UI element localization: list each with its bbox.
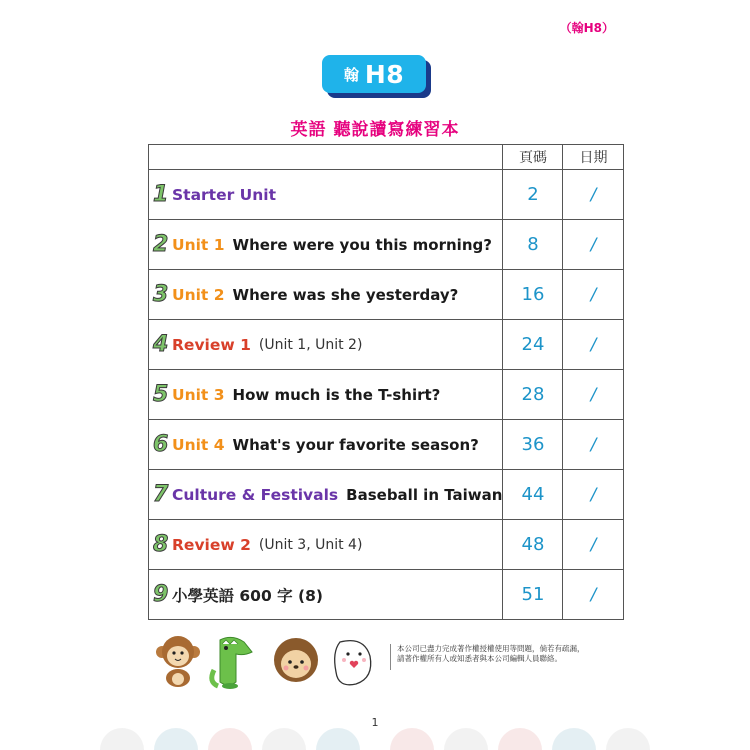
row-title-cell	[149, 470, 503, 520]
row-number: 4	[153, 332, 169, 357]
table-row	[149, 470, 624, 520]
row-number: 1	[153, 182, 169, 207]
row-note: (Unit 3, Unit 4)	[258, 536, 363, 553]
table-header-row	[149, 145, 624, 170]
row-title	[149, 482, 502, 507]
row-title	[149, 182, 502, 207]
row-date: /	[563, 320, 624, 370]
row-subtitle: How much is the T-shirt?	[232, 385, 441, 404]
row-subtitle: Where was she yesterday?	[232, 285, 459, 304]
badge-publisher: 翰	[343, 65, 359, 84]
header-title	[149, 145, 503, 170]
notice-line-1: 本公司已盡力完成著作權授權使用等問題，倘若有疏漏，	[397, 644, 585, 653]
hedgehog-icon	[274, 638, 318, 682]
row-date: /	[563, 520, 624, 570]
row-subtitle: Baseball in Taiwan	[346, 485, 503, 504]
page-number: 1	[371, 716, 379, 729]
row-date: /	[563, 570, 624, 620]
row-title-cell	[149, 320, 503, 370]
row-label: Starter Unit	[172, 185, 276, 204]
row-number: 9	[153, 582, 169, 607]
row-page: 51	[503, 570, 563, 620]
row-date: /	[563, 470, 624, 520]
row-label: Unit 4	[172, 435, 225, 454]
table-row	[149, 170, 624, 220]
badge-face	[322, 55, 426, 93]
row-label: Unit 2	[172, 285, 225, 304]
row-title	[149, 532, 502, 557]
header-date: 日期	[563, 145, 624, 170]
row-date: /	[563, 170, 624, 220]
row-title	[149, 432, 502, 457]
row-page: 36	[503, 420, 563, 470]
table-row	[149, 420, 624, 470]
row-page: 2	[503, 170, 563, 220]
header-page: 頁碼	[503, 145, 563, 170]
row-date: /	[563, 270, 624, 320]
title-badge	[322, 55, 430, 95]
badge-code: H8	[364, 59, 405, 89]
table-row	[149, 320, 624, 370]
row-number: 7	[153, 482, 169, 507]
row-title-cell	[149, 370, 503, 420]
row-date: /	[563, 420, 624, 470]
table-row	[149, 570, 624, 620]
row-label: Review 2	[172, 535, 251, 554]
row-number: 2	[153, 232, 169, 257]
notice-line-2: 請著作權所有人或知悉者與本公司編輯人員聯絡。	[397, 654, 562, 663]
row-page: 44	[503, 470, 563, 520]
row-title-cell	[149, 170, 503, 220]
row-subtitle: What's your favorite season?	[232, 435, 479, 454]
row-label: Unit 3	[172, 385, 225, 404]
table-row	[149, 370, 624, 420]
row-note: (Unit 1, Unit 2)	[258, 336, 363, 353]
row-number: 6	[153, 432, 169, 457]
row-label: Culture & Festivals	[172, 485, 339, 504]
row-label: Unit 1	[172, 235, 225, 254]
row-page: 16	[503, 270, 563, 320]
row-number: 3	[153, 282, 169, 307]
contents-table	[148, 144, 624, 620]
row-page: 28	[503, 370, 563, 420]
monkey-icon	[156, 636, 200, 687]
row-title-cell	[149, 570, 503, 620]
row-page: 48	[503, 520, 563, 570]
row-page: 8	[503, 220, 563, 270]
table-row	[149, 270, 624, 320]
table-row	[149, 220, 624, 270]
mascot-illustrations	[152, 630, 392, 690]
row-title-cell	[149, 420, 503, 470]
table-row	[149, 520, 624, 570]
page-title: 英語 聽說讀寫練習本	[290, 120, 460, 140]
crocodile-icon	[212, 637, 252, 689]
row-date: /	[563, 370, 624, 420]
row-title	[149, 382, 502, 407]
copyright-notice	[390, 644, 632, 670]
book-code-tag: （翰H8）	[559, 21, 614, 35]
row-title-cell	[149, 520, 503, 570]
row-title-cell	[149, 270, 503, 320]
seal-icon	[335, 641, 371, 685]
row-label: 小學英語 600 字 (8)	[172, 586, 323, 605]
row-title	[149, 282, 502, 307]
row-date: /	[563, 220, 624, 270]
row-subtitle: Where were you this morning?	[232, 235, 492, 254]
row-title-cell	[149, 220, 503, 270]
row-title	[149, 232, 502, 257]
row-title	[149, 332, 502, 357]
row-page: 24	[503, 320, 563, 370]
row-label: Review 1	[172, 335, 251, 354]
row-number: 8	[153, 532, 169, 557]
row-title	[149, 582, 502, 607]
row-number: 5	[153, 382, 169, 407]
